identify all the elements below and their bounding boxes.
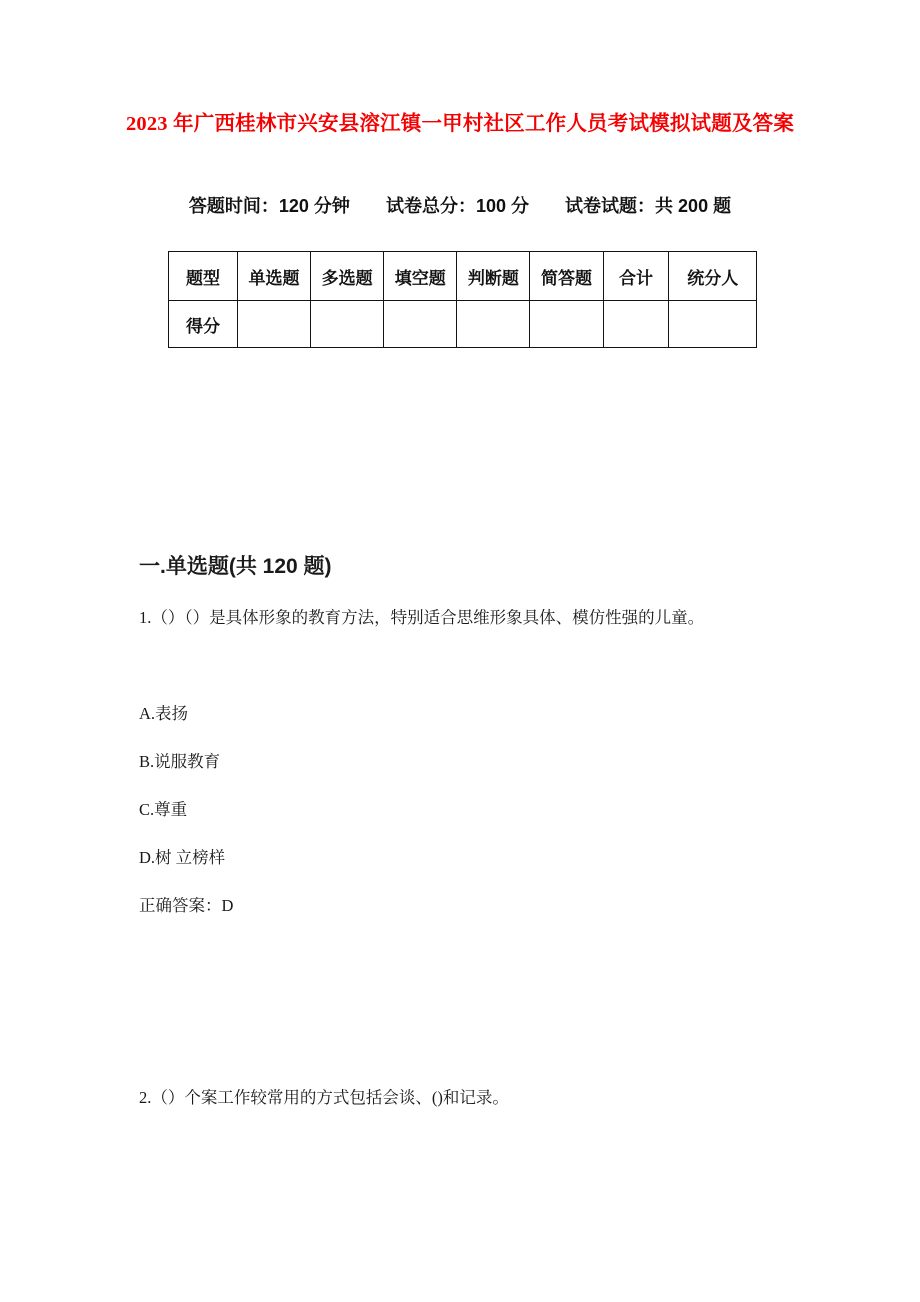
question-1-answer: 正确答案：D — [139, 896, 234, 915]
score-table — [168, 251, 757, 348]
score-cell-total[interactable] — [603, 301, 669, 348]
score-cell-scorer[interactable] — [669, 301, 757, 348]
table-header-cell: 简答题 — [530, 252, 603, 301]
exam-duration: 答题时间：120 分钟 — [188, 196, 350, 216]
table-header-cell: 填空题 — [384, 252, 457, 301]
table-header-cell: 统分人 — [669, 252, 757, 301]
score-cell-fill-blank[interactable] — [384, 301, 457, 348]
table-header-cell: 单选题 — [237, 252, 310, 301]
table-header-cell: 合计 — [603, 252, 669, 301]
score-cell-multi-choice[interactable] — [311, 301, 384, 348]
question-1-option-b[interactable]: B.说服教育 — [139, 752, 221, 771]
exam-question-count: 试卷试题：共 200 题 — [565, 196, 732, 216]
exam-info-line — [0, 192, 920, 218]
section-heading-single-choice: 一.单选题(共 120 题) — [139, 555, 332, 578]
question-2-stem: 2.（）个案工作较常用的方式包括会谈、()和记录。 — [139, 1088, 509, 1107]
table-header-cell: 判断题 — [457, 252, 530, 301]
table-row — [169, 301, 757, 348]
exam-total-score: 试卷总分：100 分 — [385, 196, 530, 216]
table-row — [169, 252, 757, 301]
score-cell-short-answer[interactable] — [530, 301, 603, 348]
score-cell-true-false[interactable] — [457, 301, 530, 348]
score-row-label: 得分 — [169, 301, 238, 348]
question-1-option-a[interactable]: A.表扬 — [139, 704, 189, 723]
table-header-cell: 多选题 — [311, 252, 384, 301]
table-header-cell: 题型 — [169, 252, 238, 301]
score-cell-single-choice[interactable] — [237, 301, 310, 348]
question-1-option-c[interactable]: C.尊重 — [139, 800, 188, 819]
question-1-stem: 1.（）（）是具体形象的教育方法，特别适合思维形象具体、模仿性强的儿童。 — [139, 608, 705, 627]
question-1-option-d[interactable]: D.树 立榜样 — [139, 848, 226, 867]
page-title: 2023 年广西桂林市兴安县溶江镇一甲村社区工作人员考试模拟试题及答案 — [125, 113, 795, 135]
